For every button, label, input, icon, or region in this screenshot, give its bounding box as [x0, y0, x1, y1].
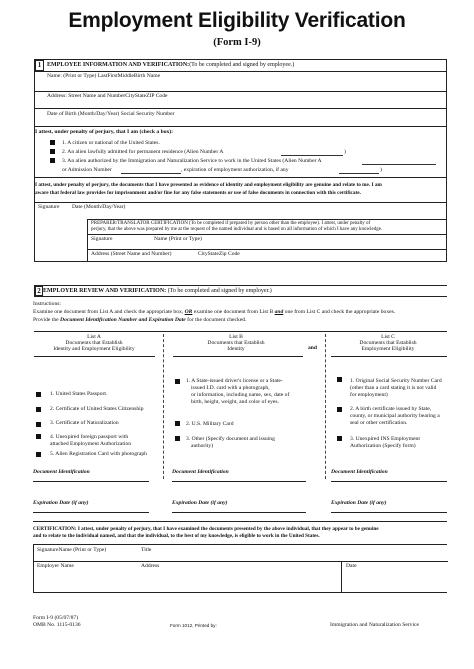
- attest-text-1: I attest, under penalty of perjury, the documents that I have presented as evidence of identity and employment eligibility are genuine and relate to me. I am: [35, 182, 382, 188]
- list-a-passport-checkbox[interactable]: [36, 392, 41, 397]
- employer-date-field[interactable]: Date: [346, 563, 357, 569]
- footer-omb: OMB No. 1115-0136: [33, 622, 81, 628]
- list-c-title: List C: [381, 334, 395, 340]
- employer-signature-box: [33, 544, 447, 593]
- employer-address-field[interactable]: Address: [141, 563, 160, 569]
- preparer-name-field[interactable]: Name (Print or Type): [154, 236, 202, 242]
- instructions-line-2: Provide the Document Identification Number and Expiration Date for the document checked.: [33, 317, 247, 323]
- section-1-number: 1: [35, 60, 44, 71]
- list-c-birth-cert-checkbox[interactable]: [337, 407, 342, 412]
- option-authorized-alien: 3. An alien authorized by the Immigration and Naturalization Service to work in the United States (Alien Number A: [62, 158, 322, 164]
- attest-intro: I attest, under penalty of perjury, that I am (check a box):: [35, 129, 174, 135]
- list-b-title: List B: [229, 334, 243, 340]
- list-a-naturalization-checkbox[interactable]: [36, 422, 41, 427]
- name-field[interactable]: Name: (Print or Type) LastFirstMiddleBirth Name: [47, 73, 161, 79]
- preparer-text-2: perjury, that the above was prepared by me at the request of the named individual and is based on all information of which I have any knowledge.: [91, 227, 383, 232]
- option-citizen: 1. A citizen or national of the United States.: [62, 140, 160, 146]
- section-2-number: 2: [35, 286, 43, 296]
- and-label: and: [308, 345, 318, 351]
- option-admission: or Admission Number: [62, 167, 112, 173]
- section-2-heading: EMPLOYER REVIEW AND VERIFICATION: (To be completed and signed by employer.): [43, 288, 272, 294]
- list-a-doc-id[interactable]: Document Identification: [33, 469, 90, 475]
- list-c-exp-date[interactable]: Expiration Date (if any): [331, 500, 387, 506]
- section-1: 1 EMPLOYEE INFORMATION AND VERIFICATION:(To be completed and signed by employee.) Name: (Print or Type) LastFirstMiddleBirth Name Address: Street Name and NumberCityStateZIP Code Date of Birth (Month/Day/Year) Social Security Number I attest, under penalty of perjury, that I am (check a box): 1. A citizen or national of the United States. 2. An alien lawfully admitted for permanent residence (Alien Number A ) 3. An alien authorized by the Immigration and Naturalization Service to work in the United States (Alien Number A or Admission Number , expiration of employment authorization, if any ) I attest, under penalty of perjury, the documents that I have presented as evidence of identity and employment eligibility are genuine and relate to me. I am aware that federal law provides for imprisonment and/or fine for any false statements or use of false documents in connection with this certificate. Signature Date (Month/Day/Year) PREPARER/TRANSLATOR CERTIFICATION (To be completed if prepared by person other than the employee). I attest, under penalty of perjury, that the above was prepared by me at the request of the named individual and is based on all information of which I have any knowledge. Signature Name (Print or Type) Address (Street Name and Number) CityStateZip Code: [34, 59, 447, 262]
- list-b-license-checkbox[interactable]: [175, 379, 180, 384]
- section-1-heading: EMPLOYEE INFORMATION AND VERIFICATION:(To be completed and signed by employee.): [47, 62, 295, 68]
- attest-text-2: aware that federal law provides for imprisonment and/or fine for any false statements or use of false documents in connection with this certificate.: [35, 190, 361, 196]
- option-permanent-resident: 2. An alien lawfully admitted for permanent residence (Alien Number A: [62, 149, 224, 155]
- list-b-military-checkbox[interactable]: [175, 421, 180, 426]
- footer-form-id: Form I-9 (05/07/87): [33, 615, 79, 621]
- list-a-foreign-passport-checkbox[interactable]: [36, 434, 41, 439]
- list-a-exp-date[interactable]: Expiration Date (if any): [33, 500, 89, 506]
- instructions-line-1: Examine one document from List A and check the appropriate box, OR examine one document from List B and one from List C and check the appropriate boxes.: [33, 309, 396, 315]
- dob-ssn-field[interactable]: Date of Birth (Month/Day/Year) Social Security Number: [47, 111, 175, 117]
- cert-text-2: and to relate to the individual named, and that the individual, to the best of my knowledge, is eligible to work in the United States.: [33, 533, 320, 539]
- list-b-exp-date[interactable]: Expiration Date (if any): [172, 500, 228, 506]
- permanent-resident-checkbox[interactable]: [50, 149, 55, 154]
- cert-text-1: CERTIFICATION: I attest, under penalty of perjury, that I have examined the documents presented by the above individual, that they appear to be genuine: [33, 526, 379, 532]
- employee-signature-field[interactable]: Signature: [38, 204, 60, 210]
- preparer-address-field[interactable]: Address (Street Name and Number): [91, 251, 172, 257]
- list-a-alien-card-checkbox[interactable]: [36, 452, 41, 457]
- section-2: [34, 285, 447, 297]
- option-expiration: , expiration of employment authorization, if any: [181, 167, 289, 173]
- list-c-ins-auth-checkbox[interactable]: [337, 436, 342, 441]
- preparer-citystate-field[interactable]: CityStateZip Code: [198, 251, 240, 257]
- authorized-alien-checkbox[interactable]: [50, 158, 55, 163]
- employer-title-field[interactable]: Title: [141, 547, 152, 553]
- list-a-citizenship-checkbox[interactable]: [36, 407, 41, 412]
- list-b-other-checkbox[interactable]: [175, 436, 180, 441]
- employer-signature-field[interactable]: SignatureName (Print or Type): [37, 547, 107, 553]
- address-field[interactable]: Address: Street Name and NumberCityStateZIP Code: [47, 93, 168, 99]
- list-a-title: List A: [87, 334, 101, 340]
- list-c-ssn-card-checkbox[interactable]: [337, 377, 342, 382]
- preparer-signature-field[interactable]: Signature: [91, 236, 113, 242]
- list-c-doc-id[interactable]: Document Identification: [331, 469, 388, 475]
- citizen-checkbox[interactable]: [50, 140, 55, 145]
- preparer-text-1: PREPARER/TRANSLATOR CERTIFICATION (To be completed if prepared by person other than the employee). I attest, under penalty of: [91, 221, 371, 226]
- instructions-label: Instructions:: [33, 301, 61, 307]
- footer-printed-by: Form 1012, Printed by:: [170, 623, 217, 628]
- employer-name-field[interactable]: Employer Name: [37, 563, 74, 569]
- form-subtitle: (Form I-9): [213, 37, 261, 48]
- footer-agency: Immigration and Naturalization Service: [330, 622, 420, 628]
- form-title: Employment Eligibility Verification: [68, 9, 406, 32]
- list-b-doc-id[interactable]: Document Identification: [172, 469, 229, 475]
- employee-date-field[interactable]: Date (Month/Day/Year): [72, 204, 126, 210]
- preparer-box: [87, 219, 446, 261]
